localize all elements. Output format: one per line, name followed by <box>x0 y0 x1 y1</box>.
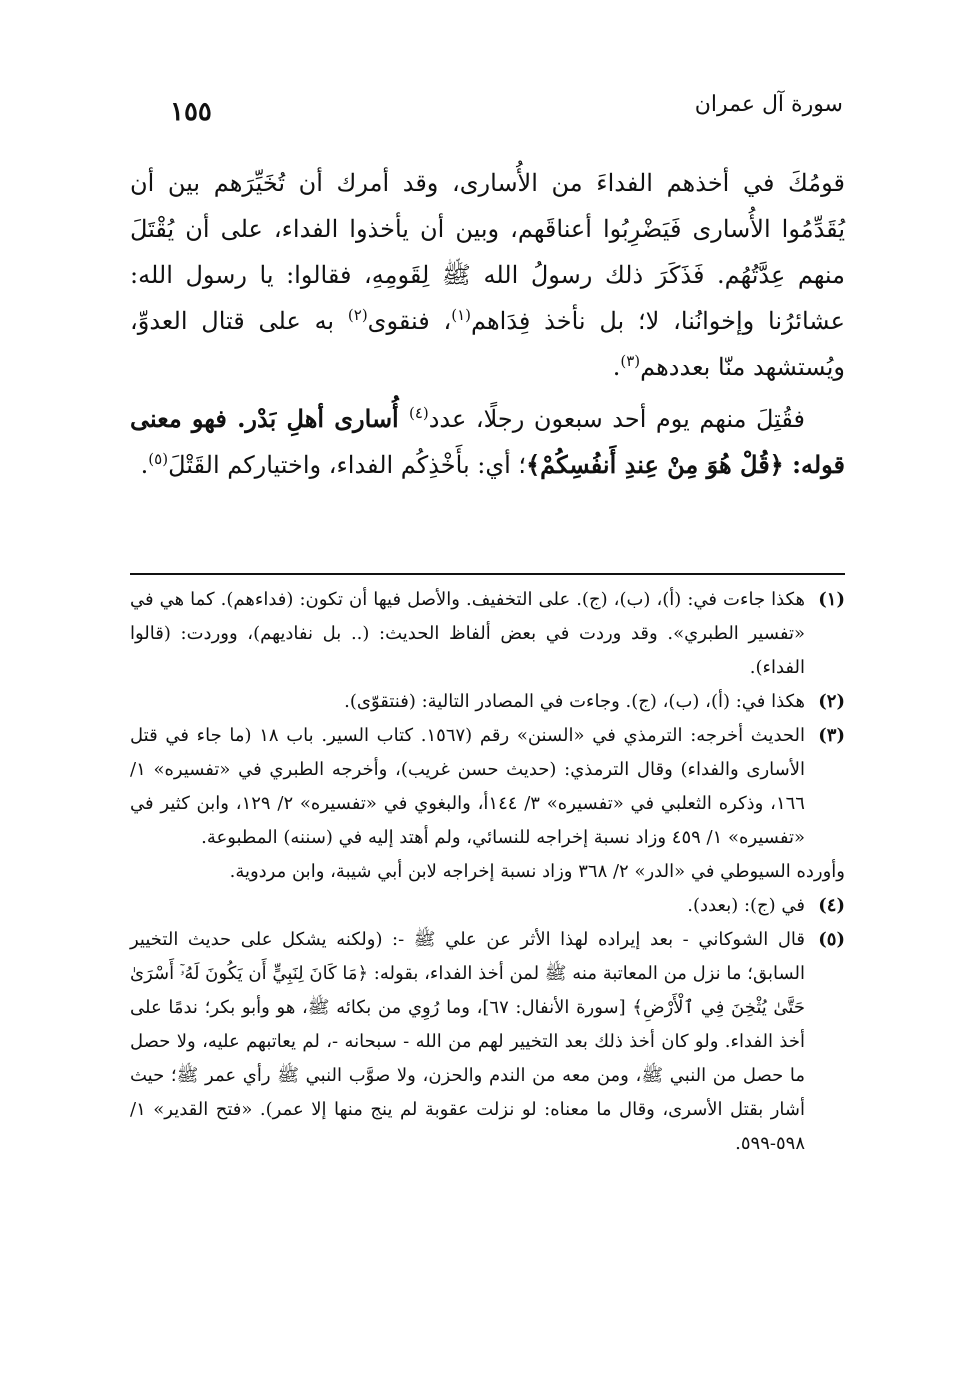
para2-text-c: ؛ أي: بأَخْذِكُم الفداء، واختياركم القَتْلَ <box>168 451 527 479</box>
footnote-ref-2: (٢) <box>347 306 368 324</box>
page-number: ١٥٥ <box>170 97 212 127</box>
para2-end: . <box>140 451 149 479</box>
footnote-text-main: الحديث أخرجه: الترمذي في «السنن» رقم (١٥٦٧. كتاب السير. باب ١٨ (ما جاء في قتل الأسارى والفداء) وقال الترمذي: (حديث حسن غريب)، وأخرجه الطبري في «تفسيره» ١/ ١٦٦، وذكره الثعلبي في «تفسيره» ٣/ ١٤٤أ، والبغوي في «تفسيره» ٢/ ١٢٩، وابن كثير في «تفسيره» ١/ ٤٥٩ وزاد نسبة إخراجه للنسائي، ولم أهتد إليه في (سننه) المطبوعة. <box>130 725 806 848</box>
paragraph-1 <box>130 160 845 390</box>
footnote-number: (٢) <box>818 691 845 712</box>
footnote-3-continuation: وأورده السيوطي في «الدر» ٢/ ٣٦٨ وزاد نسبة إخراجه لابن أبي شيبة، وابن مردوية. <box>229 861 845 882</box>
footnote-4 <box>130 889 845 923</box>
surah-title: سورة آل عمران <box>694 92 843 117</box>
footnote-number: (١) <box>818 589 845 610</box>
footnote-text: هكذا جاءت في: (أ)، (ب)، (ج). على التخفيف. والأصل فيها أن تكون: (فداءهم). كما هي في «تفسير الطبري». وقد وردت في بعض ألفاظ الحديث: (.. بل نفاديهم)، ووردت: (قالوا الفداء). <box>130 589 805 678</box>
footnote-number: (٤) <box>818 895 845 916</box>
para1-text-b: ، فنقوى <box>367 307 452 335</box>
footnote-text <box>130 719 805 855</box>
para2-text-a: فقُتِلَ منهم يوم أحد سبعون رجلًا، عدد <box>428 405 806 433</box>
footnotes <box>130 583 845 1161</box>
main-text <box>130 160 845 488</box>
para1-text-c: به على قتال العدوِّ، ويُستشهد منّا بعددهم <box>130 307 845 381</box>
footnote-3 <box>130 719 845 855</box>
footnote-text: قال الشوكاني - بعد إيراده لهذا الأثر عن علي ﷺ -: (ولكنه يشكل على حديث التخيير السابق؛ ما نزل من المعاتبة منه ﷺ لمن أخذ الفداء، بقوله: ﴿مَا كَانَ لِنَبِيٍّ أَن يَكُونَ لَهُۥٓ أَسْرَىٰ حَتَّىٰ يُثْخِنَ فِي ٱلْأَرْضِ﴾ [سورة الأنفال: ٦٧]، وما رُوِي من بكائه ﷺ، هو وأبو بكر؛ ندمًا على أخذ الفداء. ولو كان أخذ ذلك بعد التخيير لهم من الله - سبحانه -، لم يعاتبهم عليه، ولا حصل ما حصل من النبي ﷺ، ومن معه من الندم والحزن، ولا صوَّب النبي ﷺ رأي عمر ﷺ؛ حيث أشار بقتل الأسرى، وقال ما معناه: لو نزلت عقوبة لم ينج منها إلا عمر). «فتح القدير» ١/ ٥٩٨-٥٩٩. <box>130 929 805 1154</box>
footnote-number: (٣) <box>818 725 845 746</box>
footnote-1 <box>130 583 845 685</box>
footnote-5 <box>130 923 845 1161</box>
paragraph-2 <box>130 396 845 488</box>
quran-verse: ﴿قُلْ هُوَ مِنْ عِندِ أَنفُسِكُمْ﴾ <box>526 450 784 479</box>
footnote-ref-5: (٥) <box>148 450 169 468</box>
footnote-divider <box>130 573 845 575</box>
footnote-ref-1: (١) <box>451 306 472 324</box>
footnote-ref-3: (٣) <box>620 352 641 370</box>
footnote-text: هكذا في: (أ)، (ب)، (ج). وجاءت في المصادر التالية: (فنتقوّى). <box>344 691 805 712</box>
footnote-ref-4: (٤) <box>408 404 429 422</box>
para1-text-a: قومُكَ في أخذهم الفداءَ من الأُسارى، وقد أمرك أن تُخَيِّرَهم بين أن يُقَدِّمُوا الأُسارى فَيَضْرِبُوا أعناقَهم، وبين أن يأخذوا الفداء، على أن يُقْتَلَ منهم عِدَّتُهُم. فَذَكَرَ ذلك رسولُ الله ﷺ لِقَومِهِ، فقالوا: يا رسول الله: عشائرُنا وإخوانُنا، لا؛ بل نأخذ فِدَاهم <box>130 169 845 335</box>
footnote-number: (٥) <box>818 929 845 950</box>
para1-end: . <box>612 353 621 381</box>
para2-text-b: أُسارى أهلِ بَدْر. فهو معنى قوله: <box>130 404 845 479</box>
footnote-2 <box>130 685 845 719</box>
footnote-text: في (ج): (بعدد). <box>687 895 805 916</box>
